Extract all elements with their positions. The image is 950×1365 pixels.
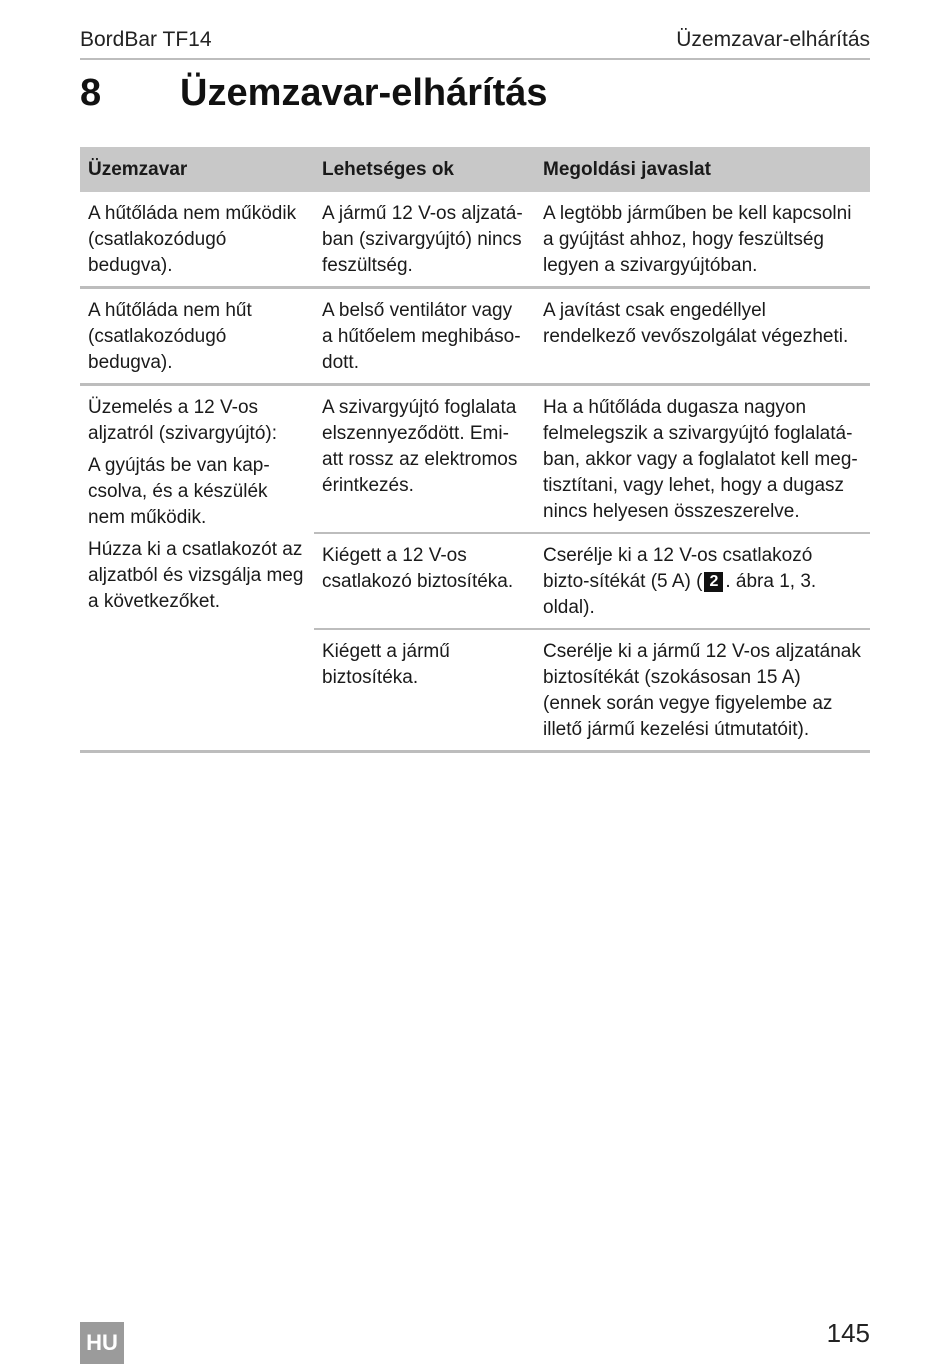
fault-paragraph: Üzemelés a 12 V-os aljzatról (szivargyújtó):	[88, 397, 277, 444]
fault-cell	[80, 385, 314, 752]
table-row	[80, 192, 870, 288]
chapter-heading	[80, 72, 870, 115]
table-row	[80, 288, 870, 385]
page-header	[80, 28, 870, 60]
cause-cell: Kiégett a 12 V-os csatlakozó biztosítéka.	[314, 533, 535, 629]
column-header-cause: Lehetséges ok	[314, 147, 535, 192]
language-badge: HU	[80, 1322, 124, 1364]
fault-paragraph: Húzza ki a csatlakozót az aljzatból és vizsgálja meg a következőket.	[88, 539, 304, 612]
solution-cell: A legtöbb járműben be kell kapcsolni a gyújtást ahhoz, hogy feszültség legyen a szivargyújtóban.	[535, 192, 870, 288]
solution-cell: Ha a hűtőláda dugasza nagyon felmelegszik a szivargyújtó foglalatá-ban, akkor vagy a foglalatot kell meg-tisztítani, vagy lehet, hogy a dugasz nincs helyesen összeszerelve.	[535, 385, 870, 534]
solution-cell: A javítást csak engedéllyel rendelkező vevőszolgálat végezheti.	[535, 288, 870, 385]
fault-cell: A hűtőláda nem hűt (csatlakozódugó bedugva).	[80, 288, 314, 385]
table-header-row	[80, 147, 870, 192]
cause-cell: A belső ventilátor vagy a hűtőelem meghibáso-dott.	[314, 288, 535, 385]
header-section: Üzemzavar-elhárítás	[676, 28, 870, 51]
fault-cell: A hűtőláda nem működik (csatlakozódugó bedugva).	[80, 192, 314, 288]
header-product: BordBar TF14	[80, 28, 212, 51]
column-header-fault: Üzemzavar	[80, 147, 314, 192]
cause-cell: A szivargyújtó foglalata elszennyeződött. Emi-att rossz az elektromos érintkezés.	[314, 385, 535, 534]
cause-cell: Kiégett a jármű biztosítéka.	[314, 629, 535, 752]
solution-text: Cserélje ki a 12 V-os csatlakozó bizto-sítékát (5 A) (	[543, 545, 813, 592]
cause-cell: A jármű 12 V-os aljzatá-ban (szivargyújtó) nincs feszültség.	[314, 192, 535, 288]
chapter-number: 8	[80, 72, 102, 114]
figure-reference-badge: 2	[704, 572, 723, 592]
table-row	[80, 385, 870, 534]
troubleshooting-table	[80, 147, 870, 753]
fault-paragraph: A gyújtás be van kap-csolva, és a készülék nem működik.	[88, 455, 270, 528]
page-number: 145	[826, 1318, 870, 1348]
chapter-title: Üzemzavar-elhárítás	[180, 72, 548, 114]
solution-text: . ábra 1, 3. oldal).	[543, 571, 817, 618]
column-header-solution: Megoldási javaslat	[535, 147, 870, 192]
solution-cell	[535, 533, 870, 629]
solution-cell: Cserélje ki a jármű 12 V-os aljzatának biztosítékát (szokásosan 15 A) (ennek során vegye figyelembe az illető jármű kezelési útmutatóit).	[535, 629, 870, 752]
